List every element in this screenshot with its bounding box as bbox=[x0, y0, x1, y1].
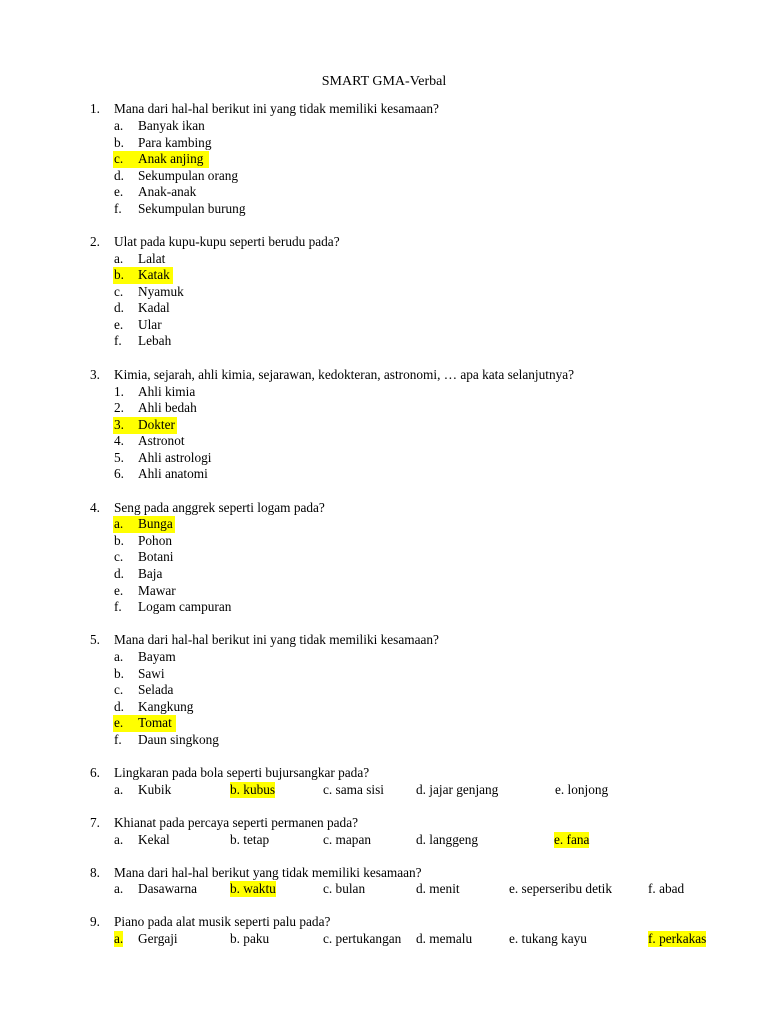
option-item: f. Lebah bbox=[114, 333, 172, 348]
option-item: c. Nyamuk bbox=[114, 284, 184, 299]
option-item: b. Para kambing bbox=[114, 135, 212, 150]
question-text: Mana dari hal-hal berikut ini yang tidak memiliki kesamaan? bbox=[114, 632, 439, 647]
option-item: d. Kadal bbox=[114, 300, 170, 315]
answer-highlight: e. fana bbox=[554, 832, 590, 847]
option-item: 4. Astronot bbox=[114, 433, 185, 448]
answer-highlight: f. perkakas bbox=[648, 931, 707, 946]
option-item: f. Daun singkong bbox=[114, 732, 219, 747]
option-row: a. Kekal b. tetap c. mapan d. langgeng e. fana bbox=[114, 832, 590, 847]
option-item: e. Anak-anak bbox=[114, 184, 197, 199]
option-item: e. Ular bbox=[114, 317, 162, 332]
option-item: d. Kangkung bbox=[114, 699, 194, 714]
option-row: a. Dasawarna b. waktu c. bulan d. menit e. seperseribu detik f. abad bbox=[114, 881, 685, 896]
option-item: c. Selada bbox=[114, 682, 174, 697]
option-item: 2. Ahli bedah bbox=[114, 400, 197, 415]
question-text: Khianat pada percaya seperti permanen pada? bbox=[114, 815, 359, 830]
question-number: 8. bbox=[90, 865, 100, 880]
option-item-highlighted: c. Anak anjing bbox=[0, 151, 768, 168]
answer-highlight: b. waktu bbox=[230, 881, 276, 896]
option-item-highlighted: e. Tomat bbox=[0, 715, 768, 732]
option-item-highlighted: a. Bunga bbox=[0, 516, 768, 533]
option-item-highlighted: 3. Dokter bbox=[0, 417, 768, 434]
question-number: 1. bbox=[90, 101, 100, 116]
question-text: Ulat pada kupu-kupu seperti berudu pada? bbox=[114, 234, 340, 249]
question-number: 7. bbox=[90, 815, 100, 830]
option-item-highlighted: b. Katak bbox=[0, 267, 768, 284]
option-item: a. Banyak ikan bbox=[114, 118, 205, 133]
option-item: e. Mawar bbox=[114, 583, 176, 598]
question-number: 3. bbox=[90, 367, 100, 382]
option-item: c. Botani bbox=[114, 549, 174, 564]
option-item: d. Sekumpulan orang bbox=[114, 168, 239, 183]
option-item: f. Logam campuran bbox=[114, 599, 232, 614]
option-item: a. Lalat bbox=[114, 251, 166, 266]
question-number: 9. bbox=[90, 914, 100, 929]
question-text: Lingkaran pada bola seperti bujursangkar pada? bbox=[114, 765, 370, 780]
option-row: a. Gergaji b. paku c. pertukangan d. memalu e. tukang kayu f. perkakas bbox=[114, 931, 707, 946]
option-item: 6. Ahli anatomi bbox=[114, 466, 208, 481]
option-item: f. Sekumpulan burung bbox=[114, 201, 246, 216]
option-row: a. Kubik b. kubus c. sama sisi d. jajar genjang e. lonjong bbox=[114, 782, 609, 797]
option-item: d. Baja bbox=[114, 566, 163, 581]
option-item: 1. Ahli kimia bbox=[114, 384, 196, 399]
question-text: Mana dari hal-hal berikut yang tidak memiliki kesamaan? bbox=[114, 865, 422, 880]
question-number: 4. bbox=[90, 500, 100, 515]
question-text: Piano pada alat musik seperti palu pada? bbox=[114, 914, 331, 929]
page-title: SMART GMA-Verbal bbox=[321, 74, 447, 89]
question-text: Kimia, sejarah, ahli kimia, sejarawan, kedokteran, astronomi, … apa kata selanjutnya? bbox=[114, 367, 575, 382]
option-item: b. Pohon bbox=[114, 533, 172, 548]
question-number: 2. bbox=[90, 234, 100, 249]
question-text: Mana dari hal-hal berikut ini yang tidak memiliki kesamaan? bbox=[114, 101, 439, 116]
option-item: b. Sawi bbox=[114, 666, 165, 681]
option-item: a. Bayam bbox=[114, 649, 176, 664]
question-number: 6. bbox=[90, 765, 100, 780]
answer-highlight: a. bbox=[114, 931, 124, 946]
question-text: Seng pada anggrek seperti logam pada? bbox=[114, 500, 325, 515]
question-number: 5. bbox=[90, 632, 100, 647]
answer-highlight: b. kubus bbox=[230, 782, 276, 797]
option-item: 5. Ahli astrologi bbox=[114, 450, 212, 465]
